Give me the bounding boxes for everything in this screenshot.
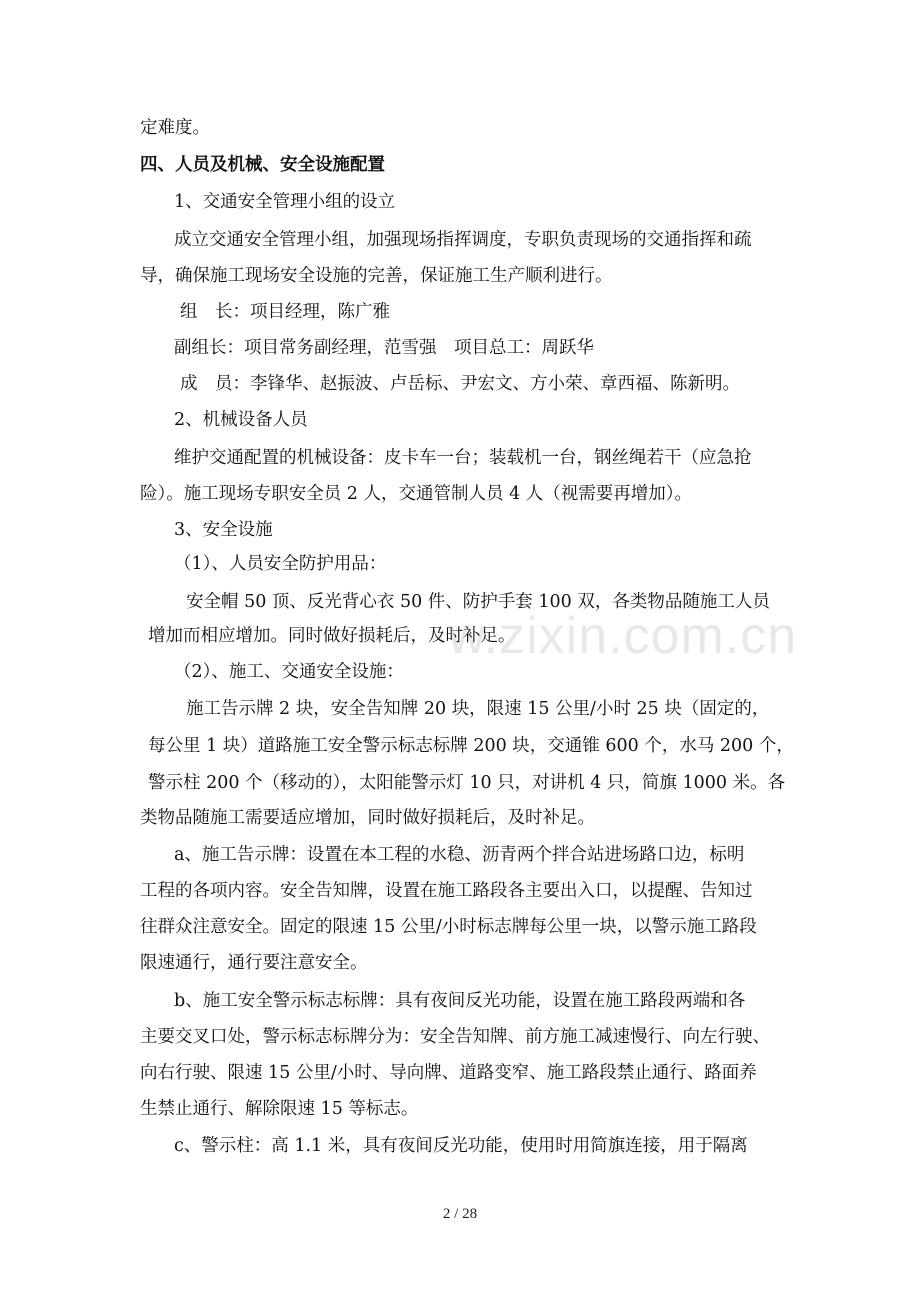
text-line: c、警示柱：高 1.1 米，具有夜间反光功能，使用时用简旗连接，用于隔离	[174, 1136, 748, 1156]
text-line: 成 员：李锋华、赵振波、卢岳标、尹宏文、方小荣、章西福、陈新明。	[180, 374, 740, 394]
text-line: 组 长：项目经理，陈广雅	[180, 302, 390, 322]
text-line: 限速通行，通行要注意安全。	[140, 953, 368, 973]
text-line: 安全帽 50 顶、反光背心衣 50 件、防护手套 100 双，各类物品随施工人员	[186, 592, 770, 612]
text-line: 主要交叉口处，警示标志标牌分为：安全告知牌、前方施工减速慢行、向左行驶、	[140, 1027, 770, 1047]
text-line: 向右行驶、限速 15 公里/小时、导向牌、道路变窄、施工路段禁止通行、路面养	[140, 1063, 757, 1083]
text-line: 导，确保施工现场安全设施的完善，保证施工生产顺利进行。	[140, 266, 613, 286]
watermark: w.zixin.com.cn	[448, 607, 798, 665]
text-line: （1）、人员安全防护用品：	[174, 554, 387, 574]
text-line: 每公里 1 块）道路施工安全警示标志标牌 200 块，交通锥 600 个，水马 200 个，	[148, 736, 794, 756]
text-line: 险）。施工现场专职安全员 2 人，交通管制人员 4 人（视需要再增加）。	[140, 484, 693, 504]
section-heading: 四、人员及机械、安全设施配置	[140, 155, 385, 175]
text-line: 警示柱 200 个（移动的），太阳能警示灯 10 只，对讲机 4 只，简旗 1000 米。各	[148, 773, 786, 793]
text-line: 定难度。	[140, 118, 210, 138]
text-line: 类物品随施工需要适应增加，同时做好损耗后，及时补足。	[140, 808, 595, 828]
text-line: 维护交通配置的机械设备：皮卡车一台；装载机一台，钢丝绳若干（应急抢	[174, 448, 752, 468]
page-number: 2 / 28	[442, 1206, 478, 1222]
subsection-heading: 2、机械设备人员	[174, 410, 308, 430]
text-line: 副组长：项目常务副经理，范雪强 项目总工：周跃华	[174, 338, 594, 358]
text-line: 工程的各项内容。安全告知牌，设置在施工路段各主要出入口，以提醒、告知过	[140, 881, 753, 901]
text-line: 生禁止通行、解除限速 15 等标志。	[140, 1099, 419, 1119]
text-line: 施工告示牌 2 块，安全告知牌 20 块，限速 15 公里/小时 25 块（固定的，	[186, 699, 770, 719]
subsection-heading: 3、安全设施	[174, 520, 273, 540]
text-line: 往群众注意安全。固定的限速 15 公里/小时标志牌每公里一块，以警示施工路段	[140, 917, 757, 937]
text-line: （2）、施工、交通安全设施：	[174, 662, 404, 682]
text-line: a、施工告示牌：设置在本工程的水稳、沥青两个拌合站进场路口边，标明	[174, 845, 745, 865]
text-line: b、施工安全警示标志标牌：具有夜间反光功能，设置在施工路段两端和各	[174, 991, 746, 1011]
text-line: 成立交通安全管理小组，加强现场指挥调度，专职负责现场的交通指挥和疏	[174, 230, 752, 250]
text-line: 增加而相应增加。同时做好损耗后，及时补足。	[148, 626, 516, 646]
subsection-heading: 1、交通安全管理小组的设立	[174, 192, 396, 212]
